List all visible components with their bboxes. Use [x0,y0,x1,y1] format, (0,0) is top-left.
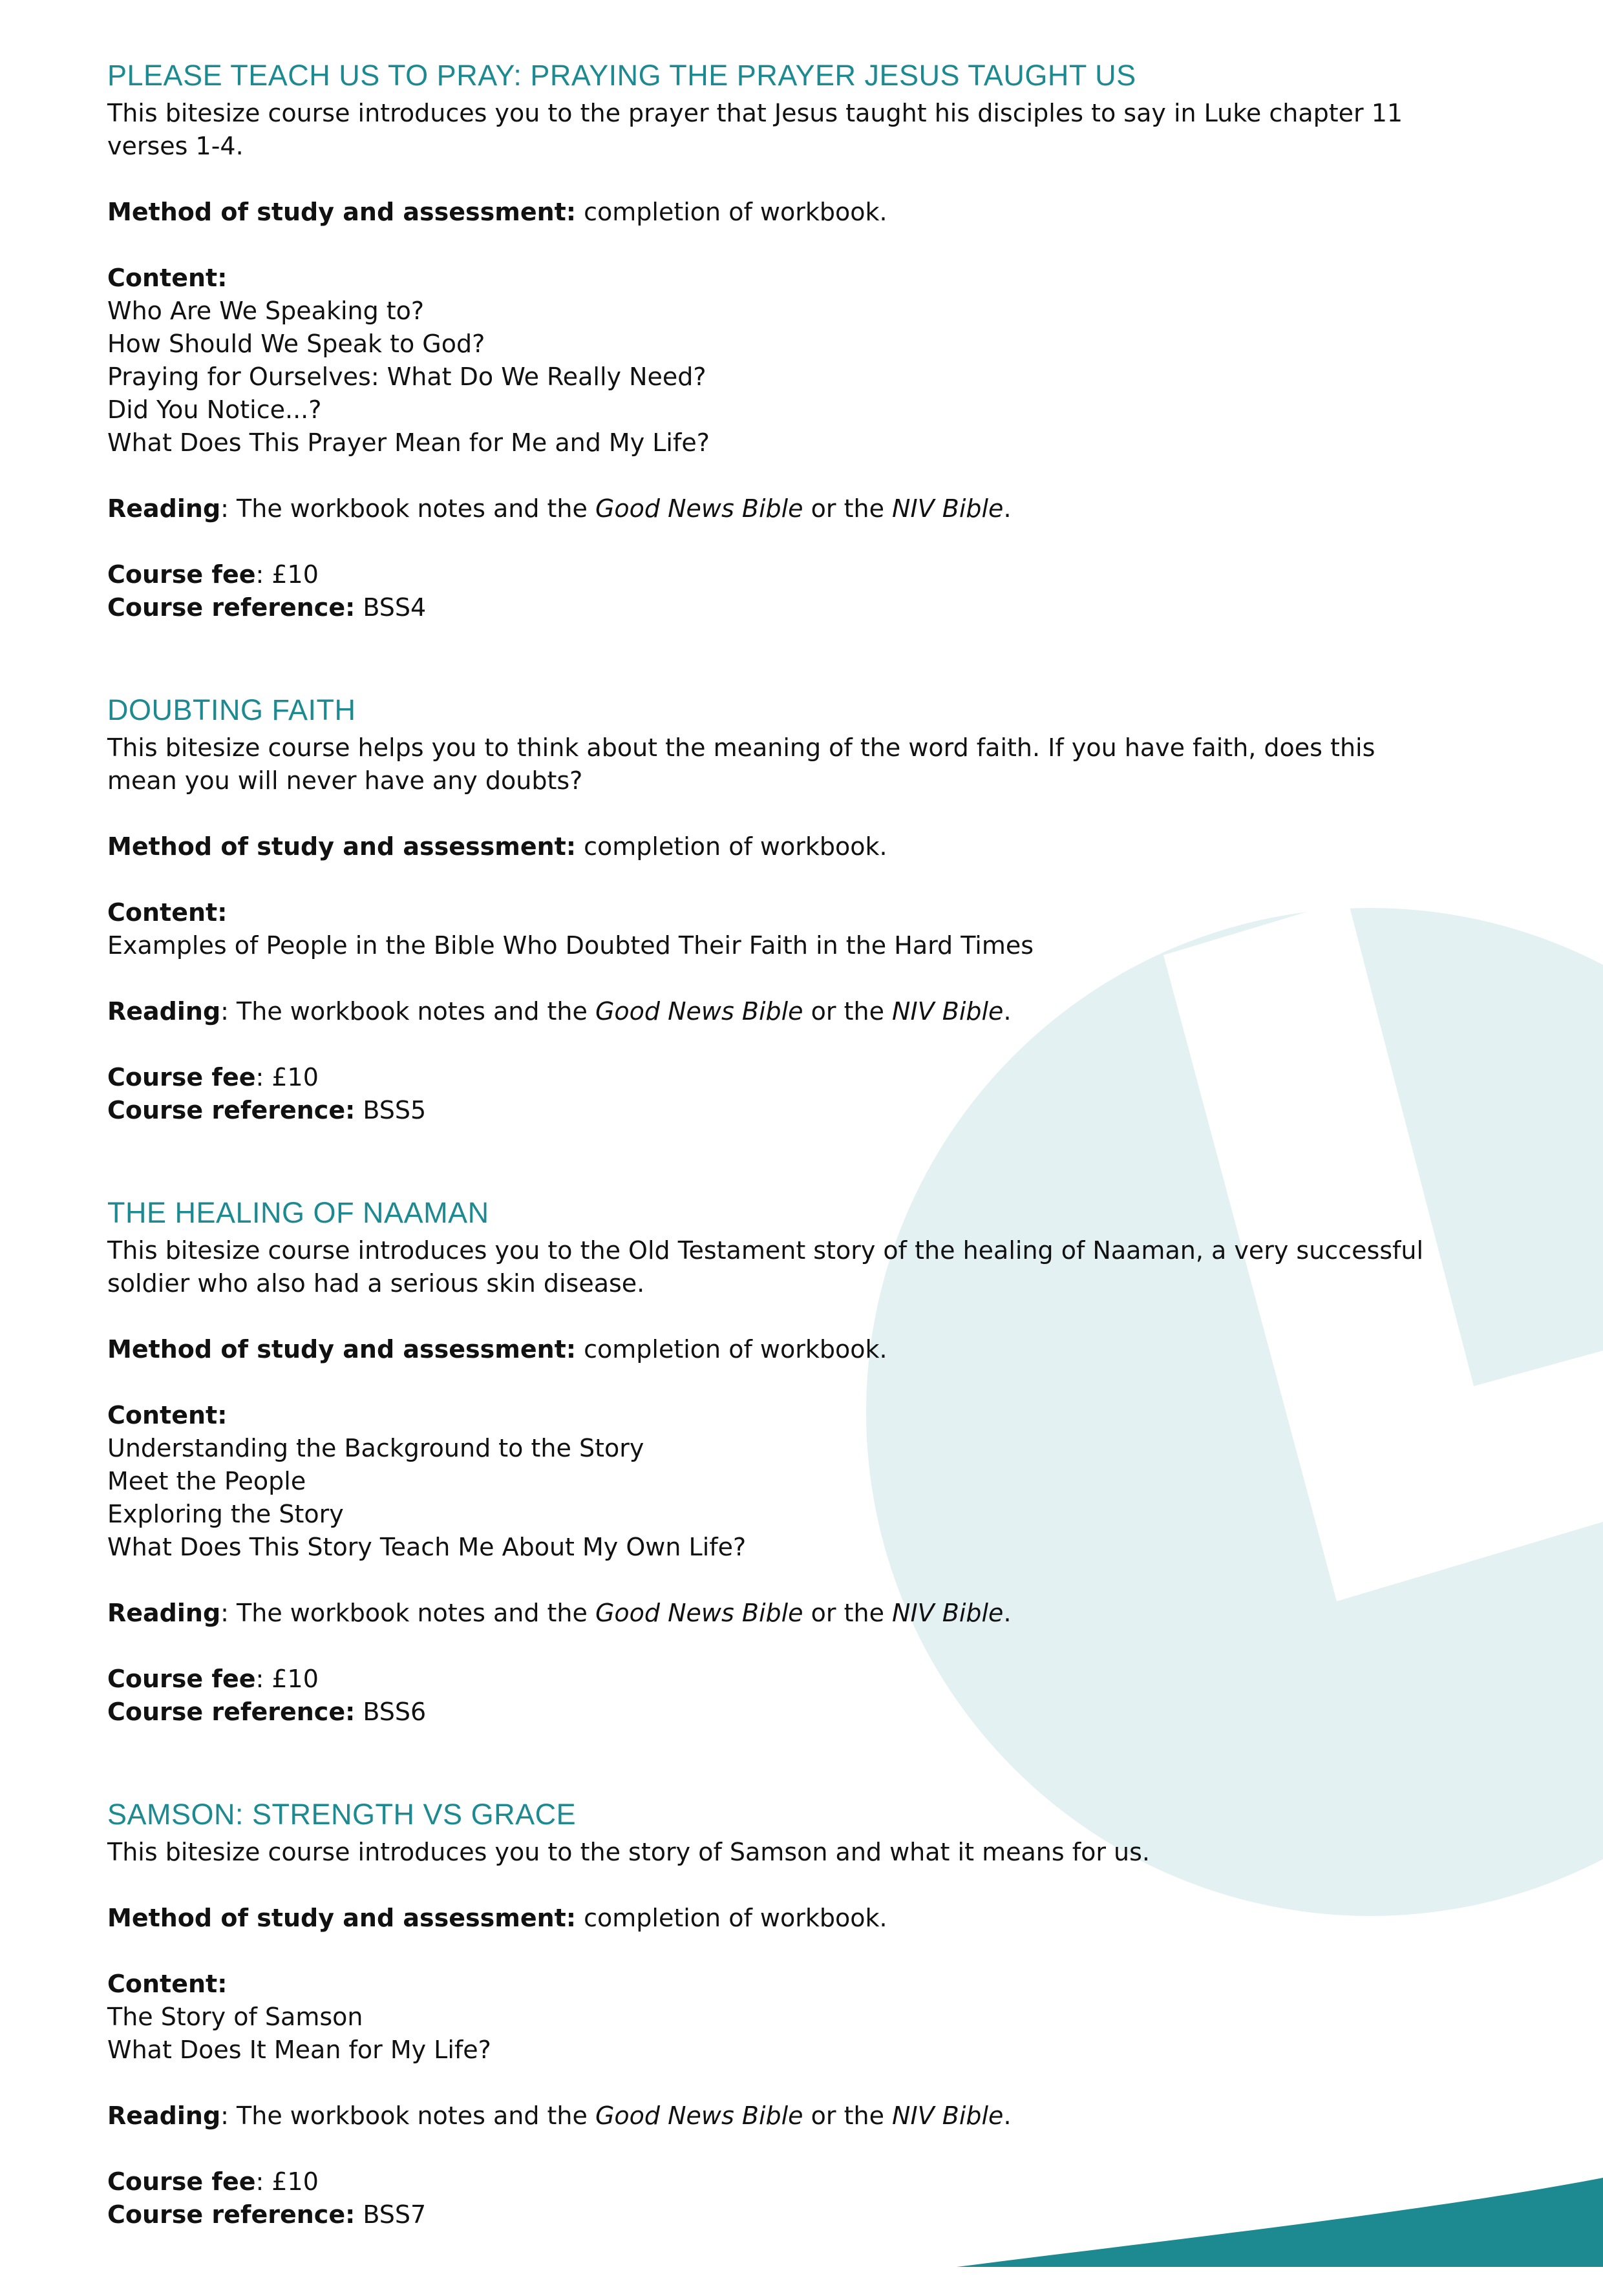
reference-space [355,593,363,622]
reading-line [107,995,1503,1028]
fee-line [107,1061,1503,1094]
reading-text: The workbook notes and the [228,494,595,523]
reading-colon: : [220,1599,229,1627]
bible-title: NIV Bible [892,2101,1004,2130]
reference-value: BSS7 [363,2200,427,2229]
reference-line [107,1696,1503,1729]
reading-label: Reading [107,997,221,1026]
reading-text: . [1003,494,1012,523]
fee-colon: : [255,560,264,589]
bible-title: Good News Bible [595,2101,803,2130]
method-label: Method of study and assessment: [107,198,577,226]
content-item: Examples of People in the Bible Who Doubted Their Faith in the Hard Times [107,931,1034,960]
reading-colon: : [220,494,229,523]
reading-text: or the [803,494,893,523]
fee-colon: : [255,1665,264,1693]
reading-text: . [1003,1599,1012,1627]
reading-line [107,2100,1503,2133]
fee-colon: : [255,2167,264,2196]
method-line [107,1333,1503,1366]
course-description: This bitesize course helps you to think about the meaning of the word faith. If you have faith, does this [107,733,1375,762]
reading-label: Reading [107,1599,221,1627]
fee-label: Course fee [107,1665,256,1693]
content-item: The Story of Samson [107,2003,363,2031]
method-line [107,830,1503,863]
fee-value: £10 [264,560,319,589]
reference-line [107,2198,1503,2231]
reading-colon: : [220,2101,229,2130]
method-value: completion of workbook. [576,832,887,861]
fee-value: £10 [264,1665,319,1693]
content-item: How Should We Speak to God? [107,330,485,358]
course-title: SAMSON: STRENGTH VS GRACE [107,1798,577,1831]
reading-text: The workbook notes and the [228,1599,595,1627]
content-item: Who Are We Speaking to? [107,297,425,325]
reading-text: . [1003,2101,1012,2130]
method-label: Method of study and assessment: [107,1904,577,1932]
content-item: Understanding the Background to the Story [107,1434,644,1462]
reference-line [107,591,1503,624]
course-description: verses 1-4. [107,132,244,160]
course-section [107,1192,1503,1729]
reference-line [107,1094,1503,1127]
reading-label: Reading [107,494,221,523]
bible-title: Good News Bible [595,1599,803,1627]
reference-label: Course reference: [107,593,356,622]
method-value: completion of workbook. [576,198,887,226]
reference-space [355,2200,363,2229]
method-value: completion of workbook. [576,1335,887,1364]
content-label: Content: [107,898,228,927]
content-item: Exploring the Story [107,1500,344,1528]
reference-value: BSS4 [363,593,427,622]
bible-title: NIV Bible [892,997,1004,1026]
fee-value: £10 [264,2167,319,2196]
fee-line [107,2165,1503,2198]
content-item: Praying for Ourselves: What Do We Really Need? [107,363,706,391]
course-description: This bitesize course introduces you to the story of Samson and what it means for us. [107,1838,1150,1866]
fee-line [107,558,1503,591]
reference-label: Course reference: [107,2200,356,2229]
content-item: What Does This Prayer Mean for Me and My Life? [107,428,710,457]
course-section [107,54,1503,624]
course-title: DOUBTING FAITH [107,693,356,726]
reading-line [107,1597,1503,1630]
bible-title: NIV Bible [892,1599,1004,1627]
course-section [107,689,1503,1127]
reading-text: or the [803,2101,893,2130]
reading-text: The workbook notes and the [228,2101,595,2130]
reference-label: Course reference: [107,1096,356,1124]
fee-label: Course fee [107,2167,256,2196]
reference-value: BSS5 [363,1096,427,1124]
content-item: What Does This Story Teach Me About My Own Life? [107,1533,747,1561]
reading-line [107,492,1503,525]
method-label: Method of study and assessment: [107,832,577,861]
content-label: Content: [107,264,228,292]
reference-space [355,1096,363,1124]
fee-label: Course fee [107,560,256,589]
content-label: Content: [107,1970,228,1998]
reading-text: The workbook notes and the [228,997,595,1026]
course-section [107,1793,1503,2231]
reading-colon: : [220,997,229,1026]
method-line [107,196,1503,229]
course-description: soldier who also had a serious skin disease. [107,1269,645,1298]
method-label: Method of study and assessment: [107,1335,577,1364]
method-value: completion of workbook. [576,1904,887,1932]
content-item: Meet the People [107,1467,306,1495]
course-title: THE HEALING OF NAAMAN [107,1196,489,1229]
reading-text: or the [803,1599,893,1627]
reading-label: Reading [107,2101,221,2130]
content-item: What Does It Mean for My Life? [107,2036,491,2064]
fee-label: Course fee [107,1063,256,1091]
bible-title: Good News Bible [595,494,803,523]
reading-text: . [1003,997,1012,1026]
reference-label: Course reference: [107,1698,356,1726]
method-line [107,1902,1503,1935]
bible-title: Good News Bible [595,997,803,1026]
reference-value: BSS6 [363,1698,427,1726]
fee-value: £10 [264,1063,319,1091]
content-label: Content: [107,1401,228,1429]
course-description: This bitesize course introduces you to the prayer that Jesus taught his disciples to say in Luke chapter 11 [107,99,1403,127]
course-list [107,54,1503,2296]
content-item: Did You Notice...? [107,395,322,424]
course-title: PLEASE TEACH US TO PRAY: PRAYING THE PRAYER JESUS TAUGHT US [107,59,1136,92]
course-description: mean you will never have any doubts? [107,766,583,795]
fee-colon: : [255,1063,264,1091]
course-description: This bitesize course introduces you to the Old Testament story of the healing of Naaman, a very successful [107,1236,1424,1265]
reference-space [355,1698,363,1726]
reading-text: or the [803,997,893,1026]
fee-line [107,1663,1503,1696]
bible-title: NIV Bible [892,494,1004,523]
